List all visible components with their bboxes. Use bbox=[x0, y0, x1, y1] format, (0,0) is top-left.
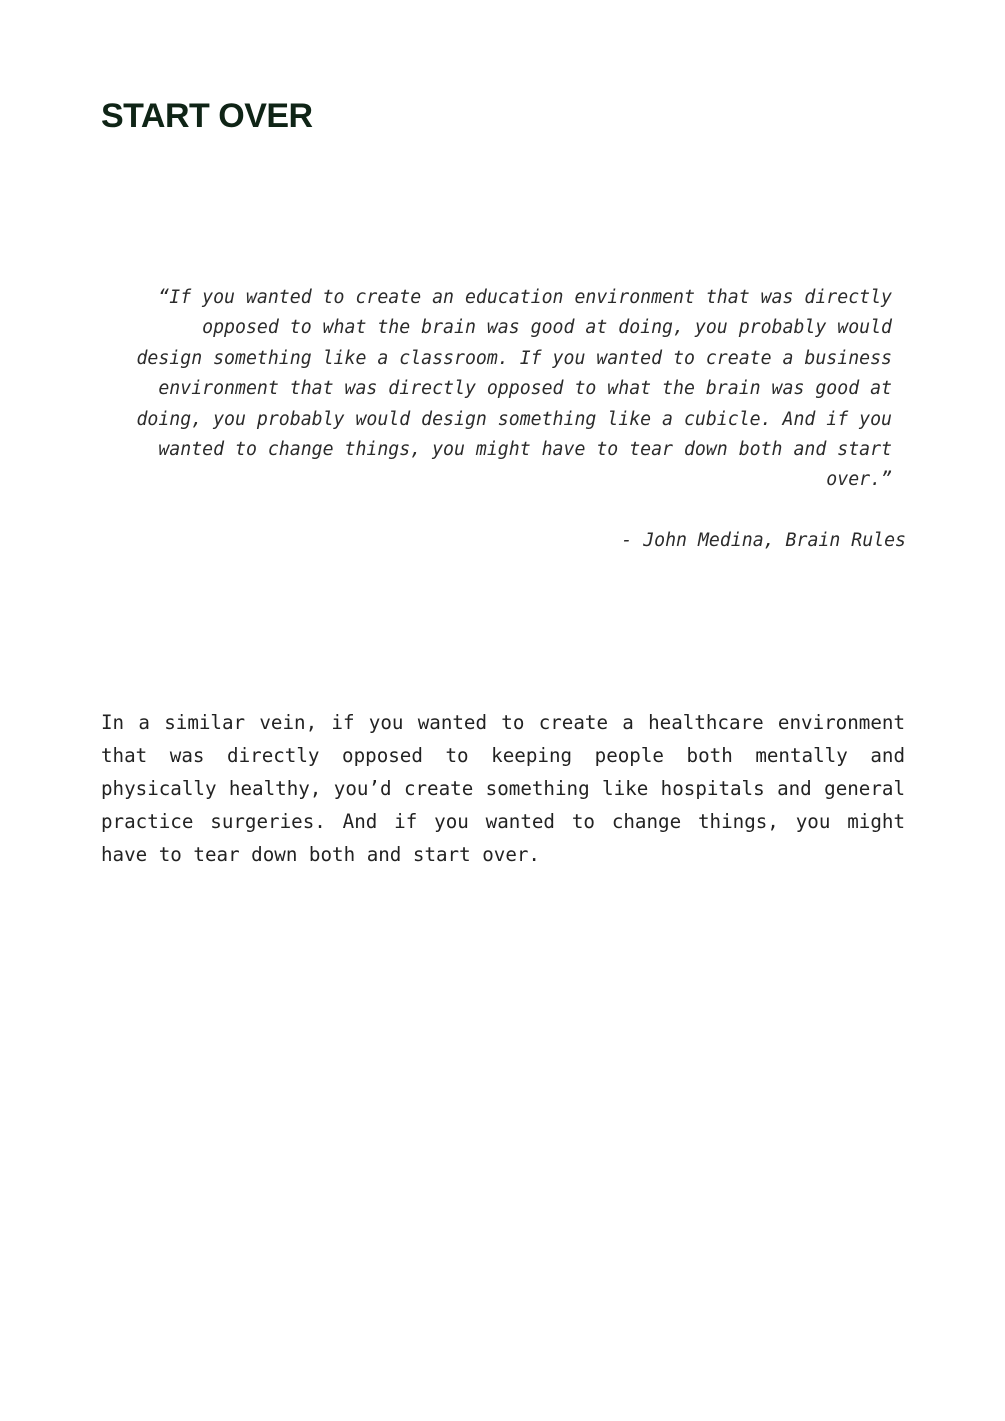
quote-block bbox=[130, 283, 906, 557]
quote-text: “If you wanted to create an education environment that was directly opposed to what the brain was good at doing, you probably would design something like a classroom. If you wanted to create a business environment that was directly opposed to what the brain was good at doing, you probably would design something like a cubicle. And if you wanted to change things, you might have to tear down both and start over.” bbox=[136, 287, 892, 491]
page-title: START OVER bbox=[101, 97, 313, 135]
quote-attribution: - John Medina, Brain Rules bbox=[621, 530, 906, 552]
body-paragraph: In a similar vein, if you wanted to create a healthcare environment that was directly opposed to keeping people both mentally and physically healthy, you’d create something like hospitals and general practice surgeries. And if you wanted to change things, you might have to tear down both and start over. bbox=[101, 711, 905, 866]
